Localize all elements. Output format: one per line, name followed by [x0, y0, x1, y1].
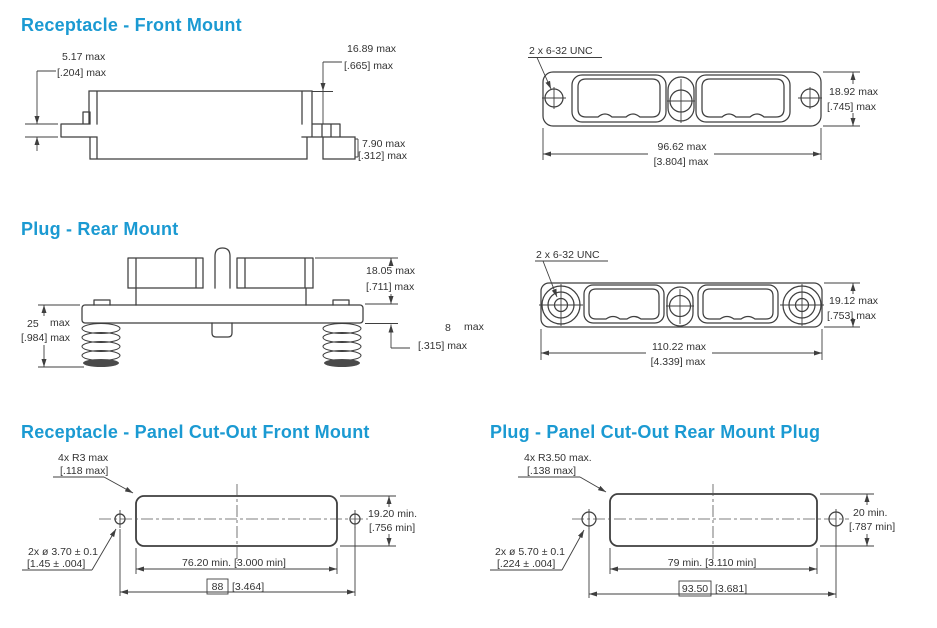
dim-height: [823, 72, 879, 126]
dim-cutout-width: [136, 548, 337, 574]
dim-width: [543, 128, 821, 168]
dim-text: [.745] max: [827, 101, 877, 113]
dim-text: [.138 max]: [527, 465, 577, 477]
dim-text: 18.92 max: [829, 86, 879, 98]
dim-text: [.756 min]: [369, 522, 416, 534]
dim-text: 20 min.: [853, 507, 888, 519]
dim-text-boxed: 88: [211, 581, 224, 593]
dim-text: [.984] max: [21, 332, 71, 344]
hole-diameter-callout: [22, 529, 116, 570]
dim-body-height: [315, 258, 416, 324]
dim-text: 4x R3.50 max.: [524, 452, 592, 464]
dim-text: [.224 ± .004]: [497, 558, 556, 570]
jackscrew-left: [539, 284, 583, 326]
dim-cutout-width: [610, 548, 817, 574]
dim-text: 96.62 max: [657, 141, 707, 153]
dim-text: [.312] max: [358, 150, 408, 162]
corner-radius-callout: [518, 452, 606, 492]
spring-right: [323, 324, 361, 368]
section-title-plug-rear-mount: Plug - Rear Mount: [21, 219, 179, 239]
dim-text-boxed: 93.50: [681, 583, 709, 595]
dim-bottom-height: [355, 138, 408, 162]
dim-text: [3.464]: [232, 581, 265, 593]
receptacle-side-view-drawing: [25, 43, 408, 162]
plug-panel-cutout-drawing: [490, 452, 895, 598]
dim-text: [.753] max: [827, 310, 877, 322]
receptacle-front-view-drawing: [528, 45, 879, 168]
dim-text: [.204] max: [57, 67, 107, 79]
dim-overall-height: [21, 305, 84, 367]
dim-text: 76.20 min. [3.000 min]: [182, 557, 286, 569]
dim-text: 25: [27, 318, 39, 330]
receptacle-panel-cutout-drawing: [22, 452, 417, 596]
dim-text: [.665] max: [344, 60, 394, 72]
plug-front-view-drawing: [535, 249, 879, 368]
spring-left: [82, 324, 120, 368]
dim-text: 18.05 max: [366, 265, 416, 277]
dim-text: 19.20 min.: [368, 508, 418, 520]
dim-text: [4.339] max: [650, 356, 706, 368]
dim-text: 8: [445, 322, 451, 334]
dim-text: [.787 min]: [849, 521, 896, 533]
corner-radius-callout: [53, 452, 133, 493]
dim-cutout-height: [340, 496, 417, 546]
dim-width: [541, 329, 822, 368]
dim-flange-height: [25, 51, 107, 151]
dim-height: [824, 283, 879, 327]
dim-text: [.711] max: [366, 281, 415, 293]
dim-text: 5.17 max: [62, 51, 106, 63]
thread-callout-text: 2 x 6-32 UNC: [536, 249, 600, 261]
dim-text: 79 min. [3.110 min]: [667, 557, 757, 569]
dim-text: 2x ø 5.70 ± 0.1: [495, 546, 565, 558]
dim-text: 7.90 max: [362, 138, 406, 150]
thread-callout: [528, 45, 602, 89]
dim-text: [3.681]: [715, 583, 748, 595]
dim-text: [.118 max]: [60, 465, 109, 477]
dim-text: 16.89 max: [347, 43, 397, 55]
section-title-receptacle-panel-cutout: Receptacle - Panel Cut-Out Front Mount: [21, 422, 370, 442]
dim-text: [3.804] max: [653, 156, 709, 168]
dim-text: 2x ø 3.70 ± 0.1: [28, 546, 98, 558]
dim-text: 19.12 max: [829, 295, 879, 307]
dim-cutout-height: [820, 494, 895, 546]
dim-flange-thickness: [391, 321, 485, 352]
dim-text: [.315] max: [418, 340, 468, 352]
dim-text: max: [464, 321, 484, 333]
dim-text: 4x R3 max: [58, 452, 109, 464]
section-title-plug-panel-cutout: Plug - Panel Cut-Out Rear Mount Plug: [490, 422, 821, 442]
dim-text: 110.22 max: [651, 341, 707, 353]
hole-diameter-callout: [490, 530, 584, 570]
plug-side-view-drawing: [21, 248, 485, 367]
section-title-receptacle-front-mount: Receptacle - Front Mount: [21, 15, 242, 35]
dim-text: [1.45 ± .004]: [27, 558, 86, 570]
dim-top-height: [312, 43, 397, 124]
jackscrew-right: [780, 284, 824, 326]
dim-text: max: [50, 317, 70, 329]
thread-callout-text: 2 x 6-32 UNC: [529, 45, 593, 57]
